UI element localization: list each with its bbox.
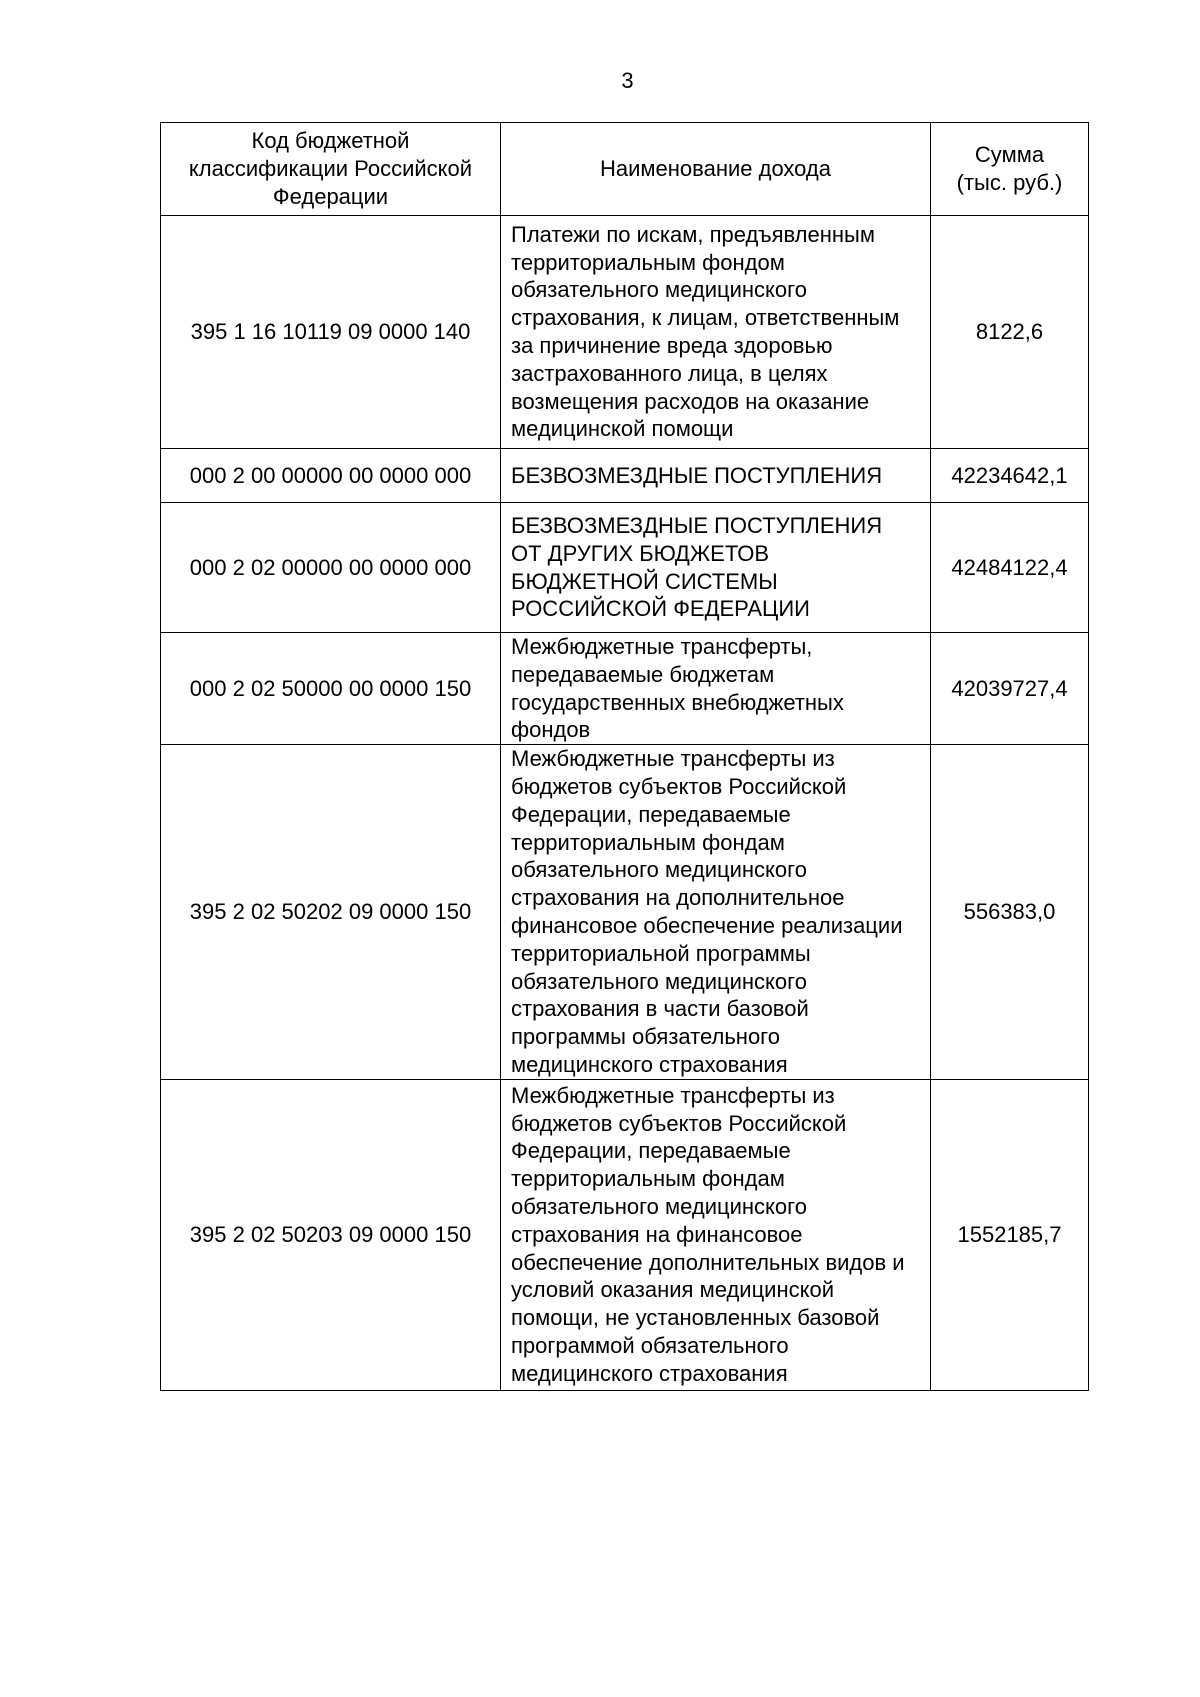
table-row xyxy=(161,503,1089,633)
revenue-name-cell: Межбюджетные трансферты из бюджетов субъектов Российской Федерации, передаваемые территориальным фондам обязательного медицинского страхования на финансовое обеспечение дополнительных видов и условий оказания медицинской помощи, не установленных базовой программой обязательного медицинского страхования xyxy=(501,1079,931,1390)
budget-code-cell: 000 2 00 00000 00 0000 000 xyxy=(161,449,501,503)
sum-cell: 8122,6 xyxy=(931,216,1089,449)
sum-cell: 1552185,7 xyxy=(931,1079,1089,1390)
table-row xyxy=(161,1079,1089,1390)
sum-cell: 42039727,4 xyxy=(931,633,1089,745)
header-code: Код бюджетной классификации Российской Федерации xyxy=(161,123,501,216)
revenue-name-cell: Межбюджетные трансферты, передаваемые бюджетам государственных внебюджетных фондов xyxy=(501,633,931,745)
budget-code-cell: 395 1 16 10119 09 0000 140 xyxy=(161,216,501,449)
header-name: Наименование дохода xyxy=(501,123,931,216)
table-header xyxy=(161,123,1089,216)
sum-cell: 42234642,1 xyxy=(931,449,1089,503)
table-row xyxy=(161,745,1089,1080)
budget-code-cell: 395 2 02 50203 09 0000 150 xyxy=(161,1079,501,1390)
revenue-name-cell: Платежи по искам, предъявленным территориальным фондом обязательного медицинского страхования, к лицам, ответственным за причинение вреда здоровью застрахованного лица, в целях возмещения расходов на оказание медицинской помощи xyxy=(501,216,931,449)
budget-code-cell: 000 2 02 50000 00 0000 150 xyxy=(161,633,501,745)
budget-revenue-table xyxy=(160,122,1089,1391)
revenue-name-cell: БЕЗВОЗМЕЗДНЫЕ ПОСТУПЛЕНИЯ ОТ ДРУГИХ БЮДЖЕТОВ БЮДЖЕТНОЙ СИСТЕМЫ РОССИЙСКОЙ ФЕДЕРАЦИИ xyxy=(501,503,931,633)
table-row xyxy=(161,633,1089,745)
budget-code-cell: 395 2 02 50202 09 0000 150 xyxy=(161,745,501,1080)
header-sum: Сумма (тыс. руб.) xyxy=(931,123,1089,216)
page-number: 3 xyxy=(621,68,634,93)
sum-cell: 556383,0 xyxy=(931,745,1089,1080)
revenue-name-cell: Межбюджетные трансферты из бюджетов субъектов Российской Федерации, передаваемые территориальным фондам обязательного медицинского страхования на дополнительное финансовое обеспечение реализации территориальной программы обязательного медицинского страхования в части базовой программы обязательного медицинского страхования xyxy=(501,745,931,1080)
header-row xyxy=(161,123,1089,216)
table-row xyxy=(161,216,1089,449)
budget-code-cell: 000 2 02 00000 00 0000 000 xyxy=(161,503,501,633)
table-row xyxy=(161,449,1089,503)
table-body xyxy=(161,216,1089,1391)
sum-cell: 42484122,4 xyxy=(931,503,1089,633)
revenue-name-cell: БЕЗВОЗМЕЗДНЫЕ ПОСТУПЛЕНИЯ xyxy=(501,449,931,503)
